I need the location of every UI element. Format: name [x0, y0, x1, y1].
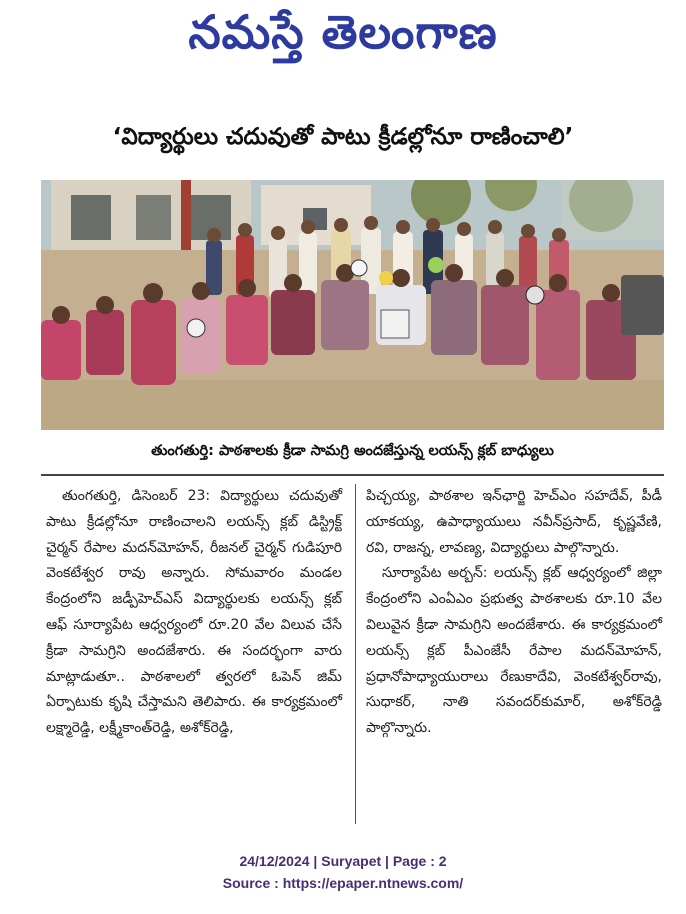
footer-source-link[interactable]: Source : https://epaper.ntnews.com/ — [222, 875, 464, 891]
caption-divider — [41, 474, 664, 476]
photo-caption: తుంగతుర్తి: పాఠశాలకు క్రీడా సామగ్రి అందజేస్తున్న లయన్స్ క్లబ్ బాధ్యులు — [151, 443, 554, 459]
article-column-left — [46, 484, 342, 742]
masthead-title: నమస్తే తెలంగాణ — [188, 5, 498, 59]
column-divider — [355, 484, 356, 824]
masthead — [0, 0, 686, 76]
article-paragraph: సూర్యాపేట అర్బన్: లయన్స్ క్లబ్ ఆధ్వర్యంలో జిల్లా కేంద్రంలోని ఎంఏఎం ప్రభుత్వ పాఠశాలకు రూ.10 వేల విలువైన క్రీడా సామగ్రిని అందజేశారు. ఈ కార్యక్రమంలో లయన్స్ క్లబ్ పీఎంజేసీ రేపాల మదన్‌మోహన్, ప్రధానోపాధ్యాయురాలు రేణుకాదేవి, వెంకటేశ్వర్‌రావు, సుధాకర్, నాతి సవందర్‌కుమార్, అశోక్‌రెడ్డి పాల్గొన్నారు. — [366, 565, 662, 737]
article-photo — [41, 180, 664, 430]
footer-date-line: 24/12/2024 | Suryapet | Page : 2 — [239, 853, 447, 869]
photo-illustration — [41, 180, 664, 430]
article-paragraph: తుంగతుర్తి, డిసెంబర్ 23: విద్యార్థులు చదువుతో పాటు క్రీడల్లోనూ రాణించాలని లయన్స్ క్లబ్ డిస్ట్రిక్ట్ చైర్మన్ రేపాల మదన్‌మోహన్, రీజనల్ చైర్మన్ గుడిపూరి వెంకటేశ్వర రావు అన్నారు. సోమవారం మండల కేంద్రంలోని జడ్పీహెచ్‌ఎస్ విద్యార్థులకు లయన్స్ క్లబ్ ఆఫ్ సూర్యాపేట ఆధ్వర్యంలో రూ.20 వేల విలువ చేసే క్రీడా సామగ్రిని అందజేశారు. ఈ సందర్భంగా వారు మాట్లాడుతూ.. పాఠశాలలో త్వరలో ఓపెన్ జిమ్ ఏర్పాటుకు కృషి చేస్తామని తెలిపారు. ఈ కార్యక్రమంలో లక్ష్మారెడ్డి, లక్ష్మీకాంత్‌రెడ్డి, అశోక్‌రెడ్డి, — [46, 488, 342, 737]
article-headline: ‘విద్యార్థులు చదువుతో పాటు క్రీడల్లోనూ రాణించాలి’ — [112, 124, 574, 150]
article-paragraph: పిచ్చయ్య, పాఠశాల ఇన్‌ఛార్జి హెచ్‌ఎం సహదేవ్, పీడీ యాకయ్య, ఉపాధ్యాయులు నవీన్‌ప్రసాద్, కృష్ణవేణి, రవి, రాజన్న, లావణ్య, విద్యార్థులు పాల్గొన్నారు. — [366, 488, 662, 556]
article-column-right — [366, 484, 662, 742]
